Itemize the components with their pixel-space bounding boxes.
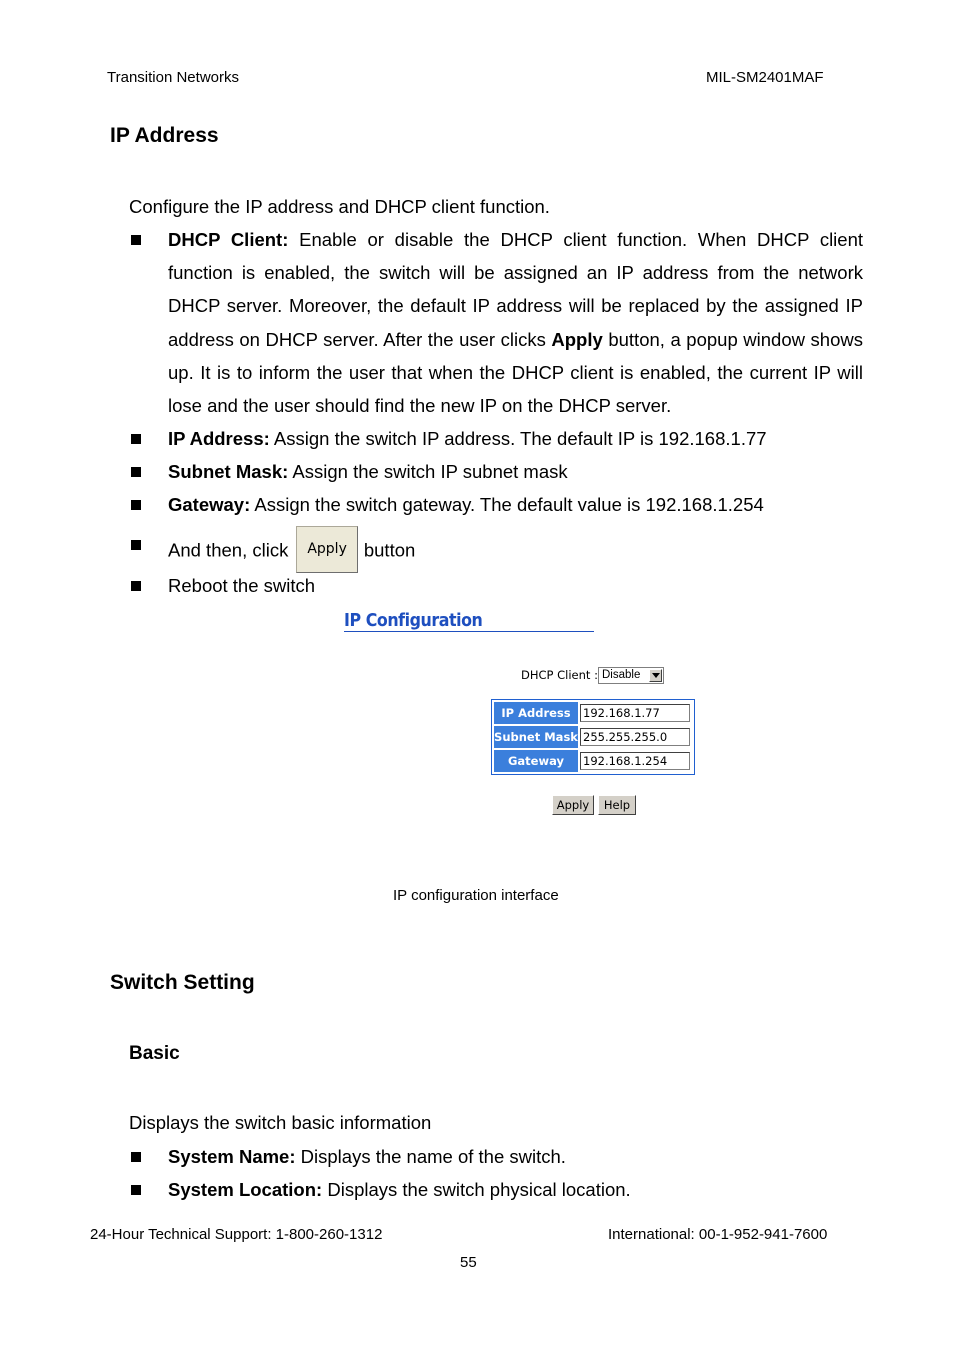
apply-button-inline[interactable]: Apply — [296, 526, 358, 573]
header-left: Transition Networks — [107, 69, 239, 86]
bullet-square-icon — [131, 235, 141, 245]
bullet-square-icon — [131, 581, 141, 591]
ip-config-title-underline — [344, 631, 594, 632]
system-location-text: Displays the switch physical location. — [322, 1179, 631, 1200]
ip-address-input[interactable]: 192.168.1.77 — [580, 704, 690, 722]
dhcp-client-label: DHCP Client : — [521, 668, 598, 682]
header-right: MIL-SM2401MAF — [706, 69, 824, 86]
page-number: 55 — [460, 1254, 477, 1271]
chevron-down-icon — [649, 669, 662, 682]
dhcp-client-select[interactable] — [598, 665, 664, 684]
system-location-label: System Location: — [168, 1179, 323, 1200]
list-item-reboot — [129, 569, 863, 602]
list-item-gateway — [129, 488, 863, 521]
dhcp-label: DHCP Client: — [168, 229, 289, 250]
section-title-ip-address: IP Address — [110, 124, 219, 147]
subnet-mask-label: Subnet Mask — [494, 726, 578, 748]
footer-support: 24-Hour Technical Support: 1-800-260-1312 — [90, 1226, 383, 1243]
footer-international: International: 00-1-952-941-7600 — [608, 1226, 828, 1243]
list-item-subnet-mask — [129, 455, 863, 488]
basic-intro: Displays the switch basic information — [129, 1112, 432, 1133]
list-item-system-location — [129, 1173, 863, 1206]
gateway-label: Gateway — [494, 750, 578, 772]
dhcp-description — [168, 223, 863, 422]
click-post: button — [363, 539, 416, 561]
apply-button[interactable]: Apply — [552, 795, 594, 815]
ip-text: Assign the switch IP address. The default IP is 192.168.1.77 — [269, 428, 767, 449]
table-row — [494, 726, 692, 748]
list-item-dhcp-client — [129, 223, 863, 422]
table-row — [494, 702, 692, 724]
click-pre: And then, click — [168, 539, 289, 561]
dhcp-text-1: Enable or disable the DHCP client function. When DHCP client function is enabled, the switch will be assigned an IP address from the network DHCP server. Moreover, the default IP address will be replaced by the assigned IP address on DHCP server. After the user clicks — [168, 229, 864, 350]
bullet-square-icon — [131, 1185, 141, 1195]
bullet-square-icon — [131, 467, 141, 477]
bullet-square-icon — [131, 434, 141, 444]
dhcp-text-2: button, a popup window shows up. It is to inform the user that when the DHCP client is enabled, the current IP will lose and the user should find the new IP on the DHCP server. — [168, 328, 863, 417]
ip-config-title: IP Configuration — [344, 610, 483, 631]
ip-config-table — [491, 699, 695, 775]
dhcp-apply-word: Apply — [551, 328, 603, 350]
section-title-switch-setting: Switch Setting — [110, 971, 255, 994]
mask-label: Subnet Mask: — [168, 461, 289, 482]
figure-caption: IP configuration interface — [393, 887, 559, 904]
help-button[interactable]: Help — [598, 795, 636, 815]
bullet-square-icon — [131, 1152, 141, 1162]
dhcp-client-value: Disable — [602, 669, 641, 681]
bullet-square-icon — [131, 500, 141, 510]
system-name-label: System Name: — [168, 1146, 296, 1167]
subsection-title-basic: Basic — [129, 1043, 180, 1064]
list-item-system-name — [129, 1140, 863, 1173]
mask-text: Assign the switch IP subnet mask — [288, 461, 568, 482]
reboot-text: Reboot the switch — [168, 575, 316, 596]
gateway-input[interactable]: 192.168.1.254 — [580, 752, 690, 770]
ip-label: IP Address: — [168, 428, 270, 449]
bullet-square-icon — [131, 540, 141, 550]
gw-text: Assign the switch gateway. The default value is 192.168.1.254 — [250, 494, 764, 515]
gw-label: Gateway: — [168, 494, 251, 515]
ip-address-label: IP Address — [494, 702, 578, 724]
list-item-ip-address — [129, 422, 863, 455]
subnet-mask-input[interactable]: 255.255.255.0 — [580, 728, 690, 746]
table-row — [494, 750, 692, 772]
ip-intro: Configure the IP address and DHCP client function. — [129, 196, 550, 217]
system-name-text: Displays the name of the switch. — [295, 1146, 566, 1167]
